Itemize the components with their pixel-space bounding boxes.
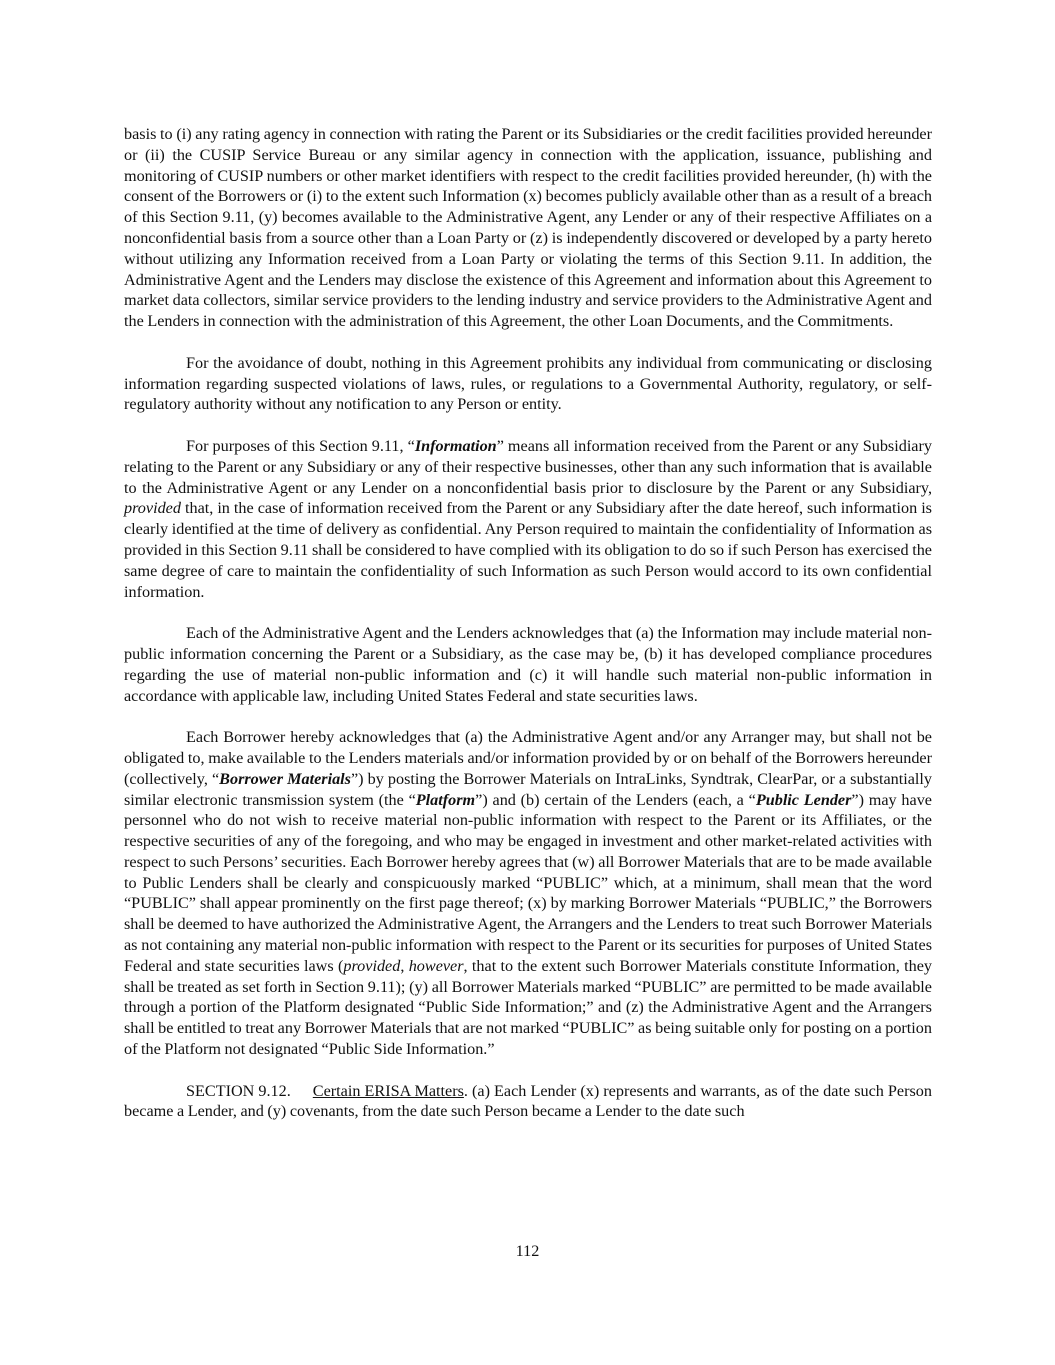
paragraph-confidentiality-exceptions: basis to (i) any rating agency in connection with rating the Parent or its Subsidiaries or the credit facilities provided hereunder or (ii) the CUSIP Service Bureau or any similar agency in connection with the application, issuance, publishing and monitoring of CUSIP numbers or other market identifiers with respect to the credit facilities provided hereunder, (h) with the consent of the Borrowers or (i) to the extent such Information (x) becomes publicly available other than as a result of a breach of this Section 9.11, (y) becomes available to the Administrative Agent, any Lender or any of their respective Affiliates on a nonconfidential basis from a source other than a Loan Party or (z) is independently discovered or developed by a party hereto without utilizing any Information received from a Loan Party or violating the terms of this Section 9.11. In addition, the Administrative Agent and the Lenders may disclose the existence of this Agreement and information about this Agreement to market data collectors, similar service providers to the lending industry and service providers to the Administrative Agent and the Lenders in connection with the administration of this Agreement, the other Loan Documents, and the Commitments. bbox=[124, 125, 932, 331]
text-segment: ”) and (b) certain of the Lenders (each, a “ bbox=[475, 790, 756, 809]
defined-term-platform: Platform bbox=[415, 790, 476, 809]
defined-term-borrower-materials: Borrower Materials bbox=[219, 769, 351, 788]
paragraph-material-non-public: Each of the Administrative Agent and the Lenders acknowledges that (a) the Information may include material non-public information concerning the Parent or a Subsidiary, as the case may be, (b) it has developed compliance procedures regarding the use of material non-public information and (c) it will handle such material non-public information in accordance with applicable law, including United States Federal and state securities laws. bbox=[124, 624, 932, 705]
text-segment: that, in the case of information received from the Parent or any Subsidiary after the date hereof, such information is clearly identified at the time of delivery as confidential. Any Person required to maintain the confidentiality of Information as provided in this Section 9.11 shall be considered to have complied with its obligation to do so if such Person has exercised the same degree of care to maintain the confidentiality of such Information as such Person would accord to its own confidential information. bbox=[124, 499, 932, 601]
document-body bbox=[124, 124, 932, 1143]
italic-provided: provided bbox=[124, 499, 181, 518]
section-number: SECTION 9.12. bbox=[186, 1081, 291, 1100]
text-segment: Each Borrower hereby acknowledges that (a) the Administrative Agent and/or any Arranger may, but shall not be obligated to, make available to the Lenders materials and/or information provided by or on behalf of the Borrowers hereunder (collectively, “ bbox=[124, 728, 932, 788]
paragraph-borrower-materials bbox=[124, 727, 932, 1060]
text-segment: , that to the extent such Borrower Materials constitute Information, they shall be treated as set forth in Section 9.11); (y) all Borrower Materials marked “PUBLIC” are permitted to be made available through a portion of the Platform designated “Public Side Information;” and (z) the Administrative Agent and the Arrangers shall be entitled to treat any Borrower Materials that are not marked “PUBLIC” as being suitable only for posting on a portion of the Platform not designated “Public Side Information.” bbox=[124, 956, 932, 1059]
section-heading-erisa: Certain ERISA Matters bbox=[312, 1081, 464, 1100]
text-segment: , bbox=[400, 956, 409, 975]
text-segment: ”) may have personnel who do not wish to receive material non-public information with respect to the Parent or its Affiliates, or the respective securities of any of the foregoing, and who may be engaged in investment and other market-related activities with respect to such Persons’ securities. Each Borrower hereby agrees that (w) all Borrower Materials that are to be made available to Public Lenders shall be clearly and conspicuously marked “PUBLIC” which, at a minimum, shall mean that the word “PUBLIC” shall appear prominently on the first page thereof; (x) by marking Borrower Materials “PUBLIC,” the Borrowers shall be deemed to have authorized the Administrative Agent, the Arrangers and the Lenders to treat such Borrower Materials as not containing any material non-public information with respect to the Parent or its securities for purposes of United States Federal and state securities laws ( bbox=[124, 790, 932, 975]
text-segment: For purposes of this Section 9.11, “ bbox=[186, 436, 415, 455]
defined-term-public-lender: Public Lender bbox=[755, 790, 852, 809]
text-segment: ” means all information received from the Parent or any Subsidiary relating to the Parent or any Subsidiary or any of their respective businesses, other than any such information that is available to the Administrative Agent or any Lender on a nonconfidential basis prior to disclosure by the Parent or any Subsidiary, bbox=[124, 436, 932, 497]
italic-however: however bbox=[408, 956, 464, 975]
paragraph-section-9-12 bbox=[124, 1081, 932, 1123]
text-segment: . (a) Each Lender (x) represents and warrants, as of the date such Person became a Lender, and (y) covenants, from the date such Person became a Lender to the date such bbox=[124, 1081, 932, 1121]
text-segment: ”) by posting the Borrower Materials on IntraLinks, Syndtrak, ClearPar, or a substantially similar electronic transmission system (the “ bbox=[124, 769, 933, 809]
defined-term-information: Information bbox=[414, 436, 497, 455]
paragraph-avoidance-of-doubt: For the avoidance of doubt, nothing in this Agreement prohibits any individual from communicating or disclosing information regarding suspected violations of laws, rules, or regulations to a Governmental Authority, regulatory, or self-regulatory authority without any notification to any Person or entity. bbox=[124, 353, 932, 414]
page-number: 112 bbox=[515, 1242, 540, 1260]
paragraph-information-definition bbox=[124, 436, 932, 602]
italic-provided: provided bbox=[343, 956, 401, 975]
